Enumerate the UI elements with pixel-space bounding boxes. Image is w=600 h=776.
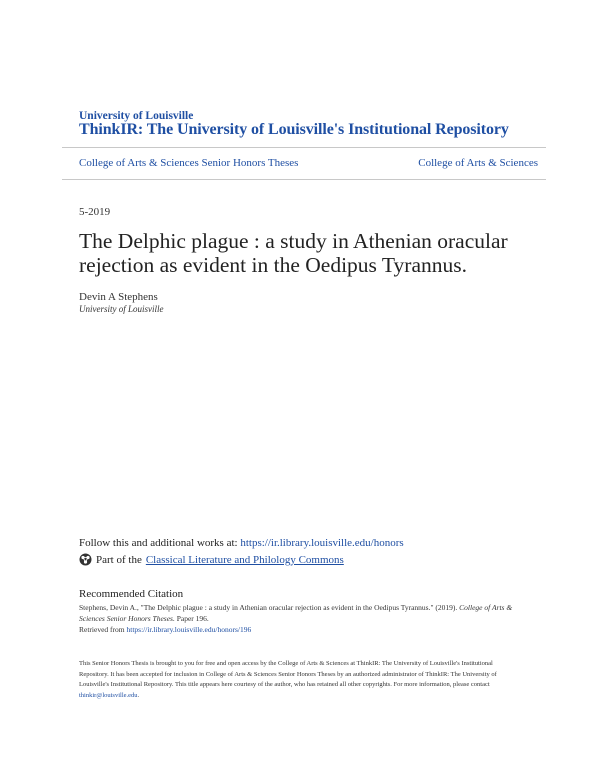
part-of-prefix: Part of the (96, 553, 142, 566)
citation-retrieved-prefix: Retrieved from (79, 625, 125, 634)
rights-text: This Senior Honors Thesis is brought to you for free and open access by the College of Arts & Sciences at ThinkIR: The University of Louisville's Institutional Repository. It has been accepted for inclusion in College of Arts & Sciences Senior Honors Theses by an authorized administrator of ThinkIR: The University of Louisville's Institutional Repository. This title appears here courtesy of the author, who has retained all other copyrights. For more information, please contact (79, 660, 497, 688)
university-name[interactable]: University of Louisville (79, 110, 194, 122)
commons-link[interactable]: Classical Literature and Philology Commons (145, 553, 344, 566)
network-icon (79, 553, 92, 566)
part-of-line (79, 553, 344, 566)
follow-line (79, 537, 404, 549)
citation-url[interactable]: https://ir.library.louisville.edu/honors/196 (126, 625, 252, 634)
citation-text: Stephens, Devin A., "The Delphic plague : a study in Athenian oracular rejection as evident in the Oedipus Tyrannus." (2019). (79, 603, 458, 612)
contact-email[interactable]: thinkir@louisville.edu (79, 691, 138, 699)
citation-body (79, 602, 519, 635)
collection-link-senior-theses[interactable]: College of Arts & Sciences Senior Honors Theses (79, 157, 299, 169)
rights-statement (79, 659, 519, 701)
document-title: The Delphic plague : a study in Athenian oracular rejection as evident in the Oedipus Tyrannus. (79, 229, 508, 277)
citation-series: College of Arts & Sciences Senior Honors Theses. (79, 603, 513, 623)
follow-prefix: Follow this and additional works at: (79, 537, 238, 549)
honors-collection-url[interactable]: https://ir.library.louisville.edu/honors (240, 537, 404, 549)
repository-name[interactable]: ThinkIR: The University of Louisville's Institutional Repository (79, 121, 509, 138)
divider-bottom (62, 179, 546, 180)
rights-end: . (137, 691, 140, 699)
author-affiliation: University of Louisville (79, 304, 164, 314)
citation-heading: Recommended Citation (79, 588, 184, 600)
author-name: Devin A Stephens (79, 291, 158, 303)
publication-date: 5-2019 (79, 206, 111, 218)
collection-link-arts-sciences[interactable]: College of Arts & Sciences (418, 157, 538, 169)
divider-top (62, 147, 546, 148)
citation-paper: Paper 196. (176, 614, 209, 623)
